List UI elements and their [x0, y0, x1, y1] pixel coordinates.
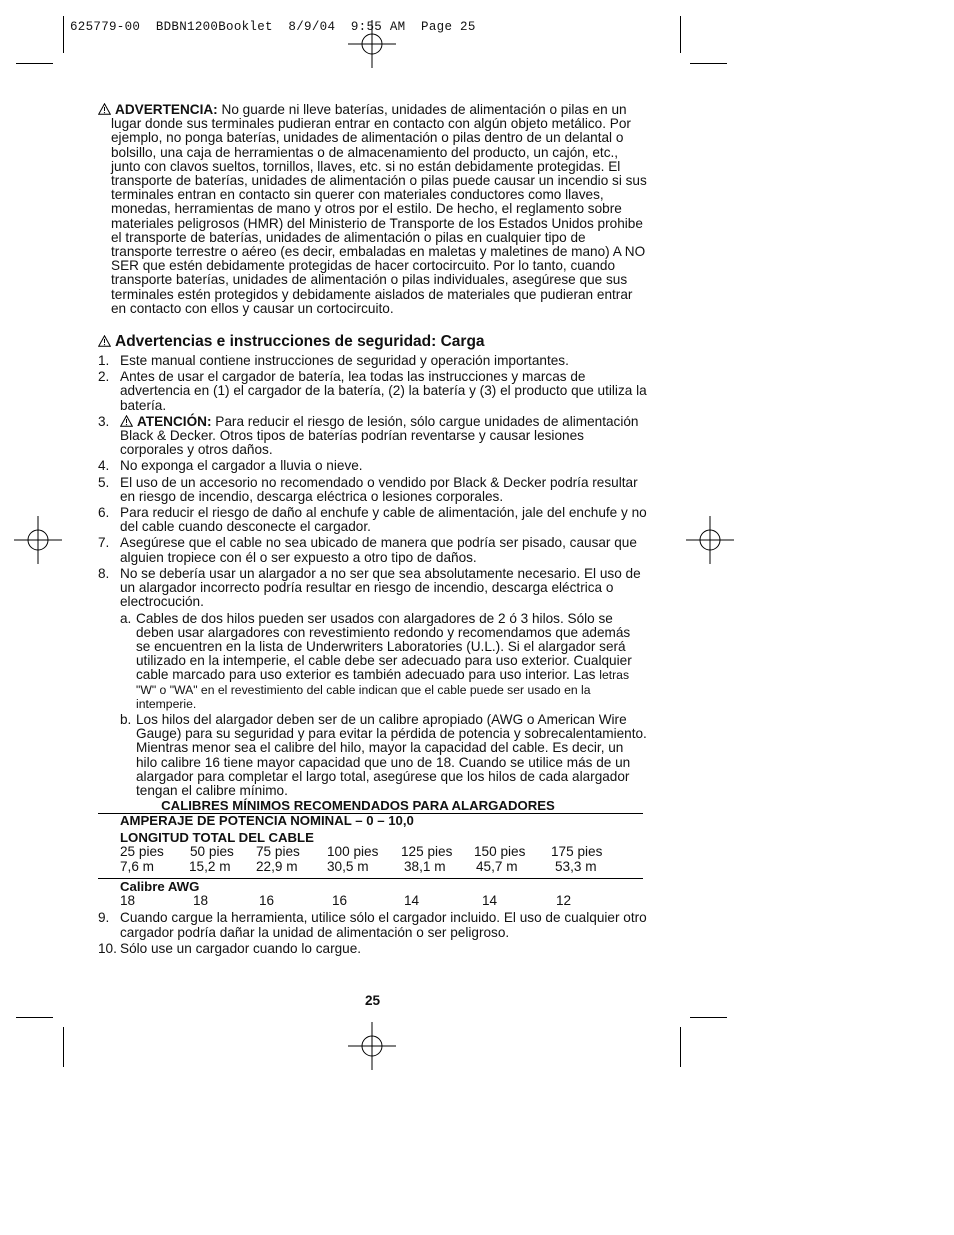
attention-label: ATENCIÓN: [137, 413, 212, 429]
list-item [98, 567, 648, 610]
table-cell-awg: 14 [404, 892, 420, 908]
length-header: LONGITUD TOTAL DEL CABLE [120, 829, 314, 845]
sub-item-text: Los hilos del alargador deben ser de un calibre apropiado (AWG o American Wire Gauge) para su seguridad y para evitar la pérdida de potencia y sobrecalentamiento. Mientras menor sea el calibre del hilo, mayor la capacidad del cable. Es decir, un hilo calibre 16 tiene mayor capacidad que uno de 18. Cuando se utilice más de un alargador para completar el largo total, asegúrese que los hilos de cada alargador tengan el calibre mínimo. [136, 711, 647, 798]
section-heading-text: Advertencias e instrucciones de seguridad: Carga [115, 333, 485, 351]
table-cell-awg: 14 [482, 892, 498, 908]
registration-mark-icon [686, 516, 734, 564]
item-text: Asegúrese que el cable no sea ubicado de manera que podría ser pisado, causar que alguien tropiece con él o ser expuesto a otro tipo de daños. [120, 535, 637, 565]
crop-mark [16, 63, 53, 64]
battery-warning [98, 103, 648, 316]
page-number: 25 [365, 993, 381, 1008]
table-cell-meters: 38,1 m [404, 859, 446, 875]
warning-first-line [98, 103, 648, 117]
item-number: 1. [98, 353, 110, 369]
table-cell-awg: 18 [193, 892, 209, 908]
item-text: El uso de un accesorio no recomendado o vendido por Black & Decker podría resultar en riesgo de incendio, descarga eléctrica o lesiones corporales. [120, 474, 638, 504]
item-number: 5. [98, 474, 110, 490]
awg-header: Calibre AWG [120, 878, 200, 894]
item-text: Antes de usar el cargador de batería, lea todas las instrucciones y marcas de advertencia en (1) el cargador de la batería, (2) la batería y (3) el producto que utiliza la batería. [120, 369, 647, 413]
item-text: Para reducir el riesgo de lesión, sólo cargue unidades de alimentación Black & Decker. Otros tipos de baterías podrían reventarse y causar lesiones corporales y otros daños. [120, 413, 639, 458]
table-cell-awg: 16 [259, 892, 275, 908]
crop-mark [680, 16, 681, 53]
item-text: No se debería usar un alargador a no ser que sea absolutamente necesario. El uso de un alargador incorrecto podría resultar en riesgo de incendio, descarga eléctrica o electrocución. [120, 565, 641, 610]
sub-item-label: b. [120, 711, 132, 727]
list-item [98, 459, 648, 473]
list-item [98, 476, 648, 504]
safety-list [98, 354, 648, 609]
warning-body: lugar donde sus terminales pudieran entrar en contacto con algún objeto metálico. Por ejemplo, no ponga baterías, unidades de alimentación o pilas dentro de un delantal o bolsillo, una caja de herramientas o de almacenamiento del producto, un cajón, etc., junto con clavos sueltos, tornillos, llaves, etc. si no están debidamente protegidas. El transporte de baterías, unidades de alimentación o pilas puede causar un incendio si sus terminales entran en contacto sin querer con materiales conductores como llaves, monedas, herramientas de mano y otros por el estilo. De hecho, el reglamento sobre materiales peligrosos (HMR) del Ministerio de Transporte de los Estados Unidos prohibe el transporte de baterías, unidades de alimentación o pilas en cualquier tipo de transporte terrestre o aéreo (es decir, embaladas en maletas y maletines de mano) A NO SER que estén debidamente protegidas de hacer cortocircuito. Por lo tanto, cuando transporte baterías, unidades de alimentación o pilas individuales, asegúrese que sus terminales estén protegidos y debidamente aislados de materiales que pudieran entrar en contacto con ellos y causar un cortocircuito. [111, 116, 647, 316]
table-cell-feet: 150 pies [474, 843, 526, 859]
item-text: Cuando cargue la herramienta, utilice sólo el cargador incluido. El uso de cualquier otro cargador podría dañar la unidad de alimentación o ser peligroso. [120, 910, 647, 940]
item-number: 2. [98, 369, 110, 385]
table-cell-meters: 7,6 m [120, 859, 154, 875]
item-number: 8. [98, 565, 110, 581]
list-item [98, 506, 648, 534]
crop-mark [63, 16, 64, 53]
table-cell-meters: 53,3 m [555, 859, 597, 875]
amperage-header: AMPERAJE DE POTENCIA NOMINAL – 0 – 10,0 [120, 813, 414, 829]
table-cell-awg: 18 [120, 892, 136, 908]
warning-triangle-icon [120, 415, 133, 427]
sub-item-b [98, 713, 648, 798]
warning-text: No guarde ni lleve baterías, unidades de alimentación o pilas en un [221, 102, 627, 117]
item-text: Para reducir el riesgo de daño al enchufe y cable de alimentación, jale del enchufe y no del cable cuando desconecte el cargador. [120, 505, 647, 535]
table-title: CALIBRES MÍNIMOS RECOMENDADOS PARA ALARGADORES [161, 798, 555, 814]
list-item [98, 354, 648, 368]
item-text: No exponga el cargador a lluvia o nieve. [120, 458, 363, 474]
crop-mark [690, 63, 727, 64]
crop-mark [63, 1027, 64, 1067]
table-cell-awg: 16 [332, 892, 348, 908]
table-row-awg [98, 894, 648, 910]
item-number: 7. [98, 535, 110, 551]
list-item [98, 370, 648, 413]
item-text: Este manual contiene instrucciones de seguridad y operación importantes. [120, 353, 569, 369]
table-cell-meters: 15,2 m [189, 859, 231, 875]
crop-mark [16, 1017, 53, 1018]
table-cell-feet: 25 pies [120, 843, 164, 859]
item-number: 4. [98, 458, 110, 474]
item-number: 3. [98, 413, 110, 429]
table-row-meters [98, 860, 648, 876]
warning-triangle-icon [98, 335, 111, 347]
table-cell-feet: 50 pies [190, 843, 234, 859]
table-cell-meters: 45,7 m [476, 859, 518, 875]
item-text: Sólo use un cargador cuando lo cargue. [120, 940, 362, 956]
registration-mark-icon [14, 516, 62, 564]
list-item [98, 911, 648, 939]
table-row-feet [98, 845, 648, 861]
sub-item-small-text: letras "W" o "WA" en el revestimiento del cable indican que el cable puede ser usado en la intemperie. [136, 668, 630, 711]
warning-label: ADVERTENCIA: [115, 102, 218, 117]
list-item [98, 415, 648, 458]
registration-mark-icon [348, 20, 396, 68]
table-cell-feet: 75 pies [256, 843, 300, 859]
page-content [98, 103, 648, 958]
table-cell-feet: 125 pies [401, 843, 453, 859]
item-number: 6. [98, 505, 110, 521]
sub-item-text: Cables de dos hilos pueden ser usados con alargadores de 2 ó 3 hilos. Sólo se deben usar alargadores con revestimiento redondo y recomendamos que además se encuentren en la lista de Underwriters Laboratories (U.L.). Si el alargador será utilizado en la intemperie, el cable debe ser adecuado para uso exterior. Cualquier cable marcado para uso exterior es también adecuado para uso interior. Las [136, 610, 632, 683]
item-number: 10. [98, 940, 117, 956]
safety-list-end [98, 911, 648, 956]
list-item [98, 942, 648, 956]
registration-mark-icon [348, 1022, 396, 1070]
extension-cord-table [98, 813, 648, 909]
item-number: 9. [98, 910, 110, 926]
table-cell-feet: 175 pies [551, 843, 603, 859]
crop-mark [680, 1027, 681, 1067]
list-item [98, 536, 648, 564]
table-cell-meters: 30,5 m [327, 859, 369, 875]
table-cell-meters: 22,9 m [256, 859, 298, 875]
table-cell-feet: 100 pies [327, 843, 379, 859]
crop-mark [690, 1017, 727, 1018]
printer-slug: 625779-00 BDBN1200Booklet 8/9/04 9:55 AM Page 25 [70, 20, 476, 34]
warning-triangle-icon [98, 103, 111, 115]
section-heading [98, 333, 648, 350]
sub-item-label: a. [120, 610, 132, 626]
sub-item-a [98, 612, 648, 711]
table-cell-awg: 12 [556, 892, 572, 908]
